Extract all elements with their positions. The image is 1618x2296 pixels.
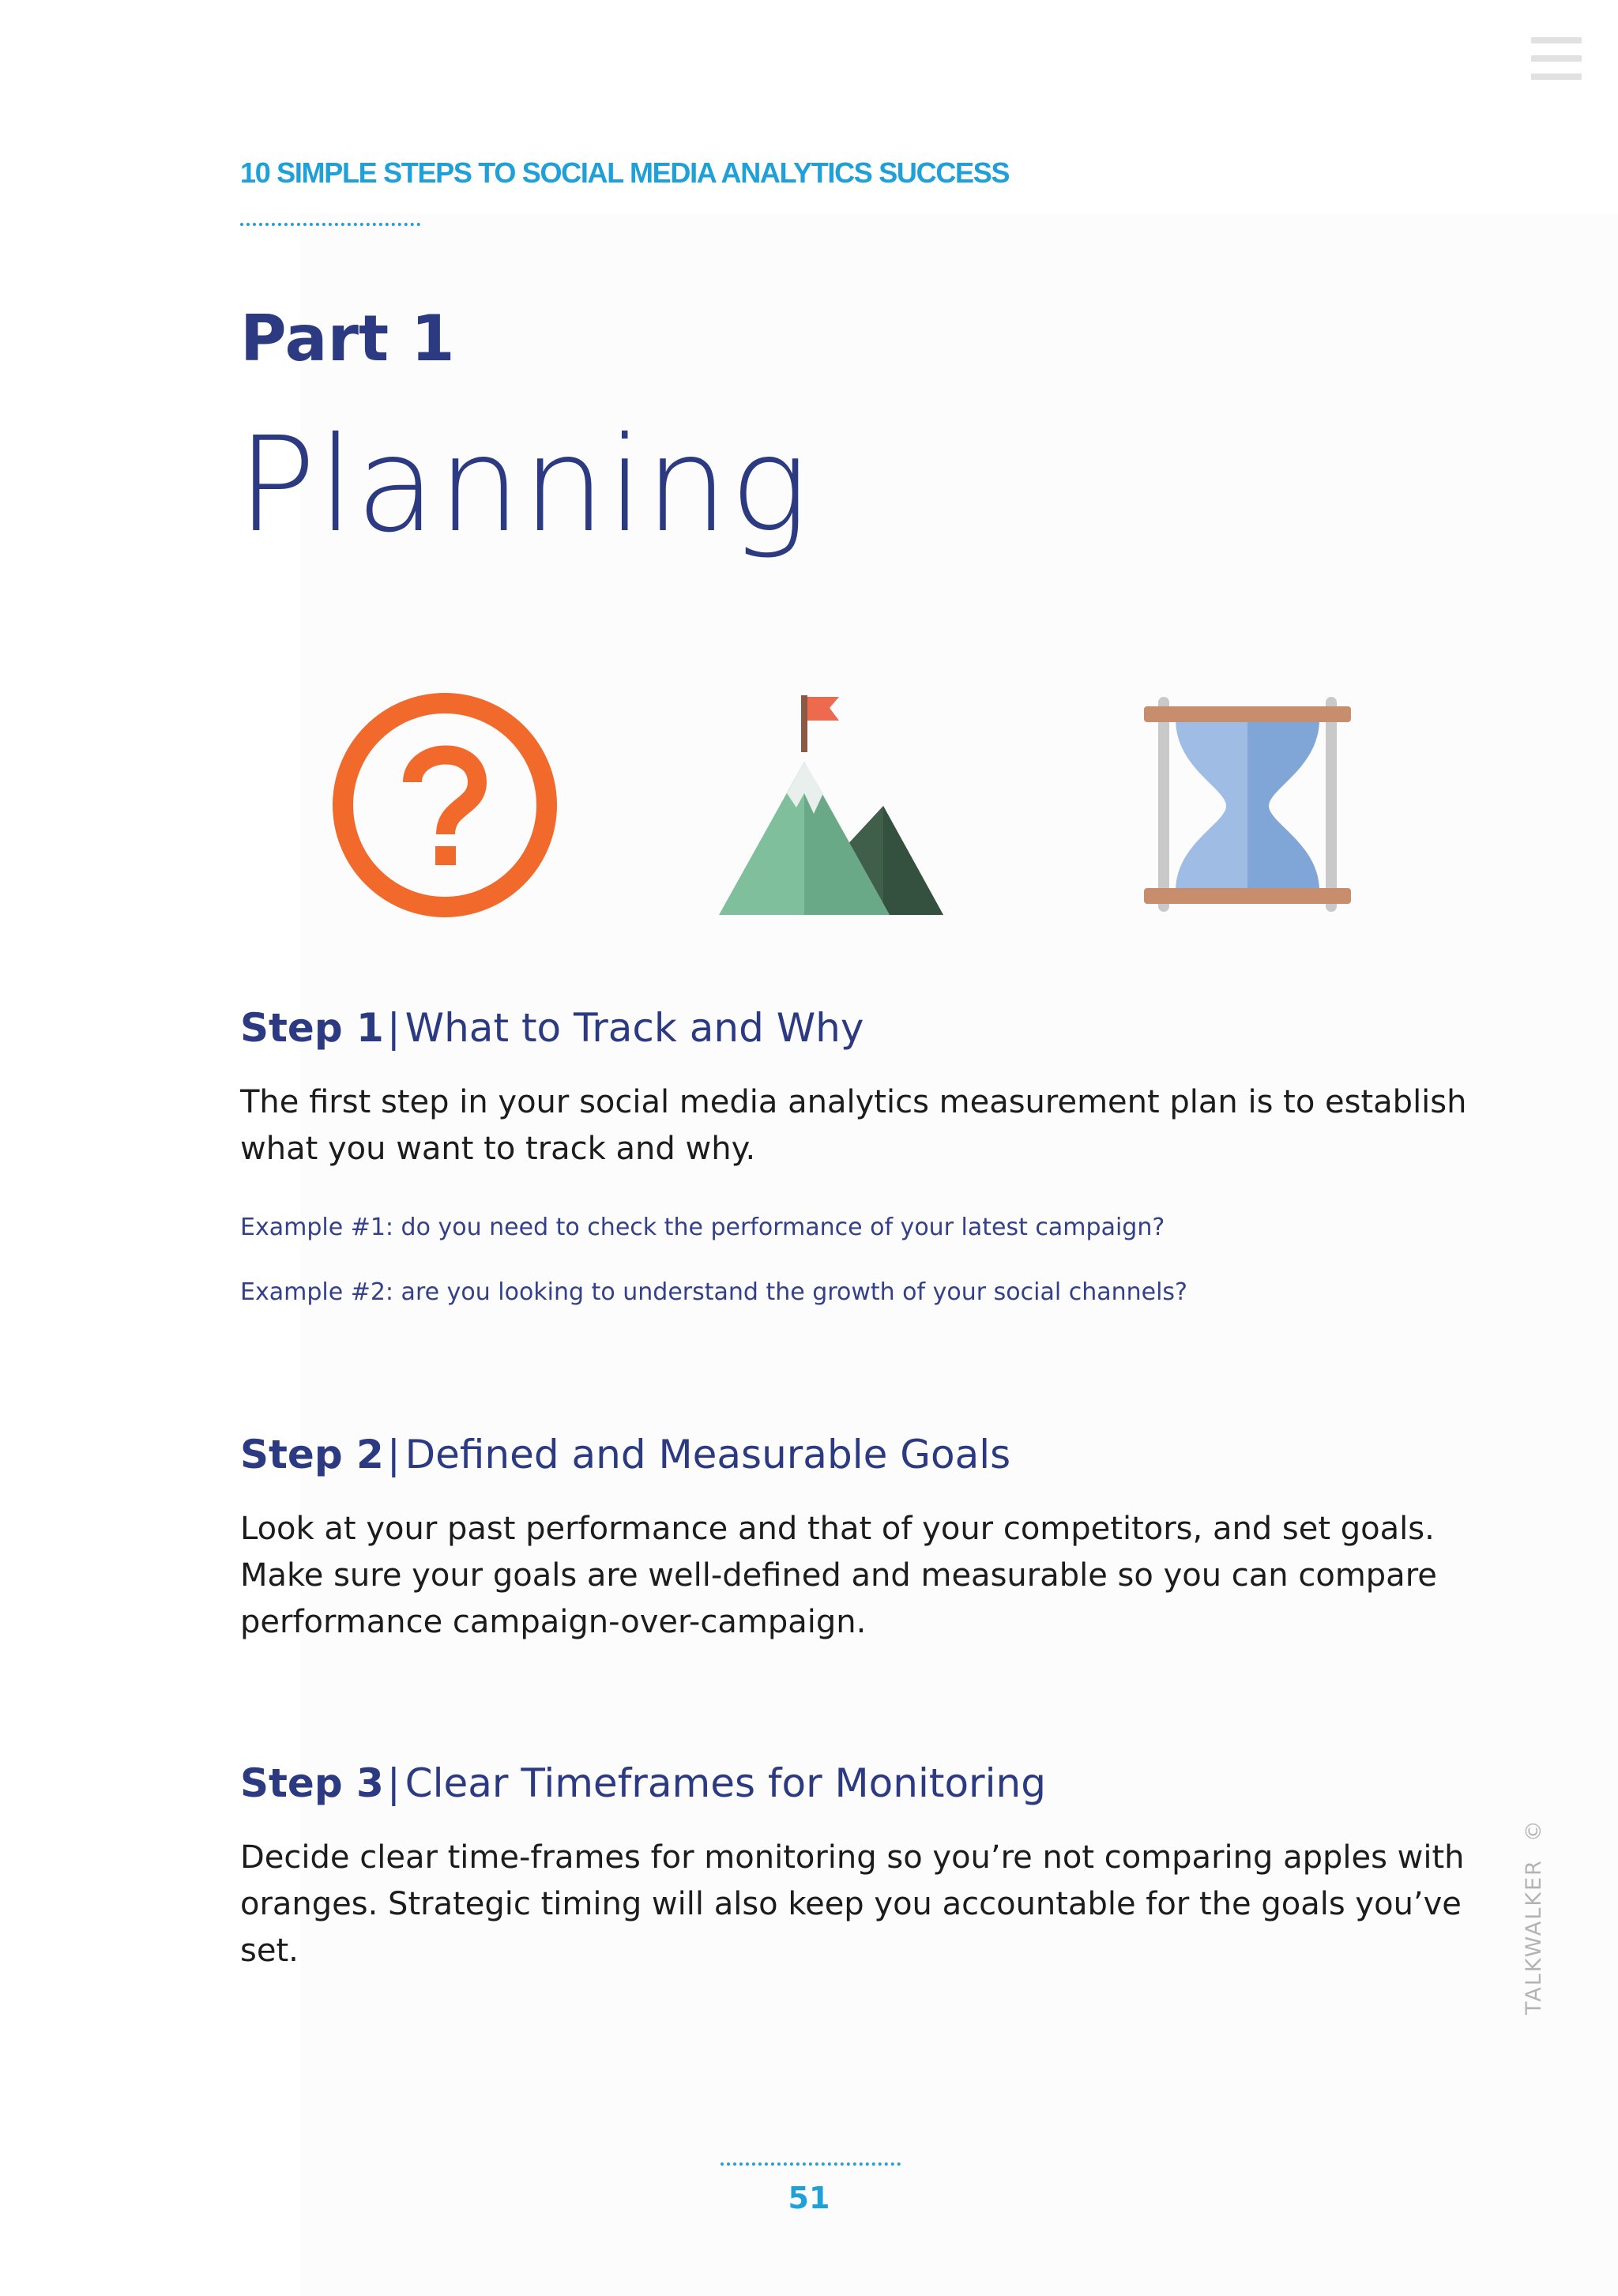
footer-dotted-divider — [721, 2162, 901, 2166]
step-number: Step 3 — [240, 1760, 384, 1806]
step-1-body: The first step in your social media analytics measurement plan is to establish what you want to track and why. — [240, 1084, 1467, 1167]
talkwalker-watermark — [1522, 1819, 1546, 2015]
step-separator: | — [386, 1005, 401, 1051]
step-number: Step 2 — [240, 1432, 384, 1477]
mountain-flag-icon — [719, 691, 948, 920]
step-1-heading — [240, 1005, 864, 1051]
step-3-heading — [240, 1760, 1046, 1806]
document-header-title: 10 SIMPLE STEPS TO SOCIAL MEDIA ANALYTICS SUCCESS — [240, 156, 1010, 189]
step-title: Defined and Measurable Goals — [404, 1432, 1011, 1477]
step-2-heading — [240, 1432, 1010, 1477]
step-separator: | — [386, 1760, 401, 1806]
watermark-text: TALKWALKER — [1522, 1859, 1546, 2015]
question-circle-icon — [330, 691, 559, 920]
step-number: Step 1 — [240, 1005, 384, 1051]
step-3-body: Decide clear time-frames for monitoring so you’re not comparing apples with oranges. Strategic timing will also keep you accountable for the goals you’ve set. — [240, 1839, 1465, 1969]
page-number: 51 — [788, 2181, 830, 2215]
header-dotted-divider — [240, 223, 420, 226]
step-1-example-2: Example #2: are you looking to understand the growth of your social channels? — [240, 1278, 1187, 1306]
step-separator: | — [386, 1432, 401, 1477]
part-label: Part 1 — [240, 302, 455, 375]
section-title: Planning — [237, 409, 811, 562]
step-title: What to Track and Why — [404, 1005, 864, 1051]
step-2-body: Look at your past performance and that of your competitors, and set goals. Make sure your goals are well-defined and measurable so you can compare performance campaign-over-campaign. — [240, 1511, 1437, 1640]
step-1-example-1: Example #1: do you need to check the performance of your latest campaign? — [240, 1214, 1165, 1241]
copyright-icon: © — [1522, 1819, 1546, 1842]
hamburger-menu-icon[interactable] — [1531, 37, 1582, 80]
hourglass-icon — [1133, 691, 1362, 920]
step-title: Clear Timeframes for Monitoring — [404, 1760, 1046, 1806]
